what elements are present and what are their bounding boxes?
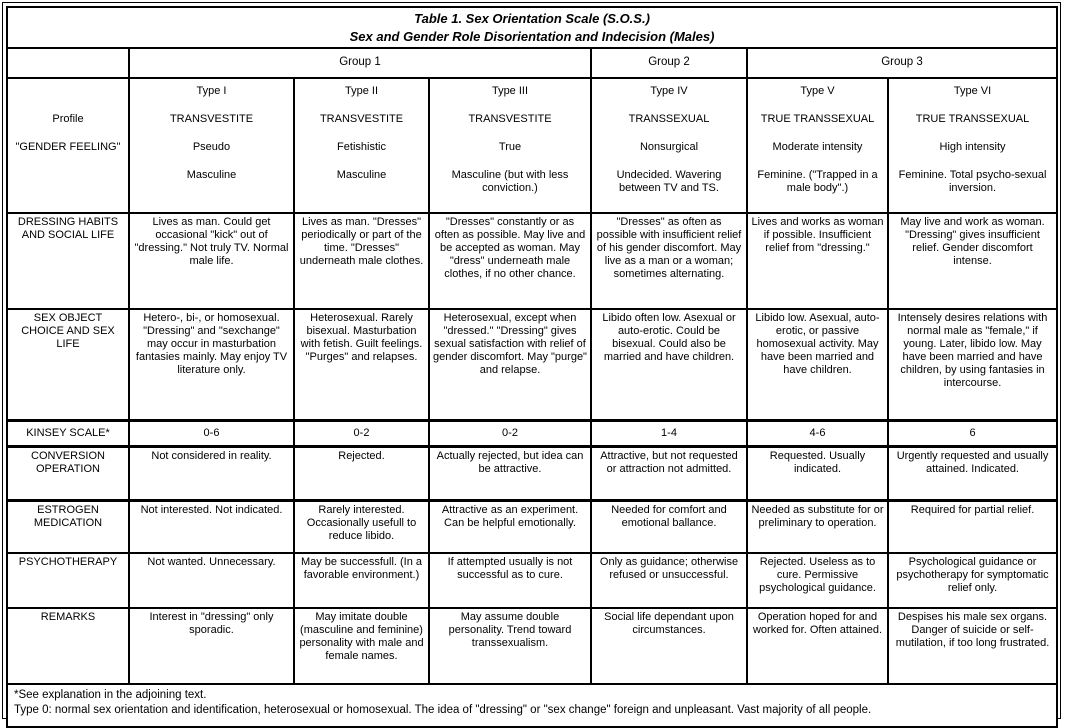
- group-header-empty-cell: [7, 48, 129, 78]
- profile-cell-type-i: [129, 78, 294, 213]
- sex-orientation-scale-table: [6, 6, 1058, 728]
- dressing-cell: Lives as man. Could get occasional "kick" out of "dressing." Not truly TV. Normal male life.: [129, 213, 294, 309]
- footnote-line1: *See explanation in the adjoining text.: [14, 688, 207, 701]
- psychotherapy-cell: Psychological guidance or psychotherapy for symptomatic relief only.: [888, 553, 1057, 608]
- profile-row: [7, 78, 1057, 213]
- table-outer-frame: [2, 2, 1061, 719]
- dressing-cell: Lives and works as woman if possible. Insufficient relief from "dressing.": [747, 213, 888, 309]
- sex-object-cell: Libido low. Asexual, auto-erotic, or passive homosexual activity. May have been married and have children.: [747, 309, 888, 421]
- type-gender-feeling: Feminine. ("Trapped in a male body".): [757, 169, 878, 194]
- dressing-cell: May live and work as woman. "Dressing" gives insufficient relief. Gender discomfort intense.: [888, 213, 1057, 309]
- type-subtype: True: [498, 141, 522, 154]
- profile-label-line1: Profile: [52, 113, 84, 126]
- profile-label-line2: "GENDER FEELING": [15, 141, 121, 154]
- sex-object-cell: Heterosexual, except when "dressed." "Dressing" gives sexual satisfaction with relief of gender discomfort. May "purge" and relapse.: [429, 309, 591, 421]
- type-gender-feeling: Feminine. Total psycho-sexual inversion.: [898, 169, 1047, 194]
- remarks-cell: May assume double personality. Trend toward transsexualism.: [429, 608, 591, 684]
- sex-object-cell: Heterosexual. Rarely bisexual. Masturbation with fetish. Guilt feelings. "Purges" and relapses.: [294, 309, 429, 421]
- psychotherapy-cell: Not wanted. Unnecessary.: [129, 553, 294, 608]
- type-heading: Type II: [344, 85, 379, 98]
- group-3-header: Group 3: [747, 48, 1057, 78]
- psychotherapy-cell: May be successfull. (In a favorable environment.): [294, 553, 429, 608]
- profile-cell-type-ii: [294, 78, 429, 213]
- psychotherapy-cell: If attempted usually is not successful as to cure.: [429, 553, 591, 608]
- estrogen-cell: Not interested. Not indicated.: [129, 501, 294, 553]
- dressing-habits-row-label: DRESSING HABITS AND SOCIAL LIFE: [7, 213, 129, 309]
- sex-object-row-label: SEX OBJECT CHOICE AND SEX LIFE: [7, 309, 129, 421]
- estrogen-cell: Needed for comfort and emotional ballance.: [591, 501, 747, 553]
- estrogen-cell: Needed as substitute for or preliminary to operation.: [747, 501, 888, 553]
- estrogen-medication-row-label: ESTROGEN MEDICATION: [7, 501, 129, 553]
- remarks-cell: May imitate double (masculine and feminine) personality with male and female names.: [294, 608, 429, 684]
- conversion-operation-row-label: CONVERSION OPERATION: [7, 447, 129, 501]
- kinsey-scale-cell: 0-2: [294, 421, 429, 447]
- type-subtype: Moderate intensity: [772, 141, 863, 154]
- profile-cell-type-iii: [429, 78, 591, 213]
- conversion-cell: Actually rejected, but idea can be attractive.: [429, 447, 591, 501]
- psychotherapy-cell: Rejected. Useless as to cure. Permissive psychological guidance.: [747, 553, 888, 608]
- dressing-habits-row: [7, 213, 1057, 309]
- footnote-row: [7, 684, 1057, 727]
- table-title-line1: Table 1. Sex Orientation Scale (S.O.S.): [414, 11, 650, 26]
- kinsey-scale-cell: 0-2: [429, 421, 591, 447]
- type-category: TRUE TRANSSEXUAL: [760, 113, 875, 126]
- type-category: TRANSVESTITE: [468, 113, 552, 126]
- sex-object-row: [7, 309, 1057, 421]
- type-gender-feeling: Masculine: [186, 169, 237, 181]
- group-header-row: [7, 48, 1057, 78]
- type-heading: Type I: [196, 85, 227, 98]
- table-title-row: [7, 7, 1057, 48]
- dressing-cell: Lives as man. "Dresses" periodically or part of the time. "Dresses" underneath male clothes.: [294, 213, 429, 309]
- remarks-cell: Operation hoped for and worked for. Often attained.: [747, 608, 888, 684]
- type-heading: Type VI: [953, 85, 992, 98]
- sex-object-cell: Hetero-, bi-, or homosexual. "Dressing" and "sexchange" may occur in masturbation fantasies mainly. May enjoy TV literature only.: [129, 309, 294, 421]
- type-subtype: High intensity: [939, 141, 1006, 154]
- type-category: TRUE TRANSSEXUAL: [915, 113, 1030, 126]
- psychotherapy-row: [7, 553, 1057, 608]
- remarks-cell: Interest in "dressing" only sporadic.: [129, 608, 294, 684]
- dressing-cell: "Dresses" constantly or as often as possible. May live and be accepted as woman. May "dress" underneath male clothes, if no other chance.: [429, 213, 591, 309]
- type-heading: Type IV: [650, 85, 688, 98]
- conversion-cell: Requested. Usually indicated.: [747, 447, 888, 501]
- profile-cell-type-v: [747, 78, 888, 213]
- type-category: TRANSVESTITE: [319, 113, 404, 126]
- group-1-header: Group 1: [129, 48, 591, 78]
- type-subtype: Nonsurgical: [639, 141, 699, 154]
- conversion-cell: Urgently requested and usually attained. Indicated.: [888, 447, 1057, 501]
- type-subtype: Pseudo: [192, 141, 231, 154]
- estrogen-cell: Attractive as an experiment. Can be helpful emotionally.: [429, 501, 591, 553]
- type-category: TRANSSEXUAL: [628, 113, 710, 126]
- group-2-header: Group 2: [591, 48, 747, 78]
- estrogen-cell: Required for partial relief.: [888, 501, 1057, 553]
- profile-cell-type-vi: [888, 78, 1057, 213]
- kinsey-scale-cell: 6: [888, 421, 1057, 447]
- type-heading: Type V: [800, 85, 835, 98]
- kinsey-scale-cell: 1-4: [591, 421, 747, 447]
- type-subtype: Fetishistic: [337, 141, 386, 154]
- psychotherapy-cell: Only as guidance; otherwise refused or unsuccessful.: [591, 553, 747, 608]
- dressing-cell: "Dresses" as often as possible with insufficient relief of his gender discomfort. May live as a man or a woman; sometimes alternating.: [591, 213, 747, 309]
- footnote-line2: Type 0: normal sex orientation and identification, heterosexual or homosexual. The idea of "dressing" or "sex change" foreign and unpleasant. Vast majority of all people.: [14, 703, 872, 716]
- estrogen-cell: Rarely interested. Occasionally usefull to reduce libido.: [294, 501, 429, 553]
- footnote-cell: [7, 684, 1057, 727]
- table-title: [7, 7, 1057, 48]
- kinsey-scale-row: [7, 421, 1057, 447]
- type-heading: Type III: [491, 85, 529, 98]
- conversion-cell: Attractive, but not requested or attraction not admitted.: [591, 447, 747, 501]
- table-title-line2: Sex and Gender Role Disorientation and Indecision (Males): [349, 28, 715, 44]
- type-gender-feeling: Masculine: [336, 169, 387, 181]
- remarks-cell: Despises his male sex organs. Danger of suicide or self-mutilation, if too long frustrated.: [888, 608, 1057, 684]
- conversion-operation-row: [7, 447, 1057, 501]
- type-gender-feeling: Masculine (but with less conviction.): [451, 169, 569, 194]
- profile-cell-type-iv: [591, 78, 747, 213]
- sex-object-cell: Intensely desires relations with normal male as "female," if young. Later, libido low. May have been married and have children, by using fantasies in intercourse.: [888, 309, 1057, 421]
- psychotherapy-row-label: PSYCHOTHERAPY: [7, 553, 129, 608]
- estrogen-medication-row: [7, 501, 1057, 553]
- profile-row-label: [7, 78, 129, 213]
- conversion-cell: Not considered in reality.: [129, 447, 294, 501]
- conversion-cell: Rejected.: [294, 447, 429, 501]
- kinsey-scale-row-label: KINSEY SCALE*: [7, 421, 129, 447]
- remarks-cell: Social life dependant upon circumstances.: [591, 608, 747, 684]
- kinsey-scale-cell: 4-6: [747, 421, 888, 447]
- remarks-row: [7, 608, 1057, 684]
- remarks-row-label: REMARKS: [7, 608, 129, 684]
- type-category: TRANSVESTITE: [169, 113, 254, 126]
- kinsey-scale-cell: 0-6: [129, 421, 294, 447]
- type-gender-feeling: Undecided. Wavering between TV and TS.: [616, 169, 722, 194]
- sex-object-cell: Libido often low. Asexual or auto-erotic. Could be bisexual. Could also be married and have children.: [591, 309, 747, 421]
